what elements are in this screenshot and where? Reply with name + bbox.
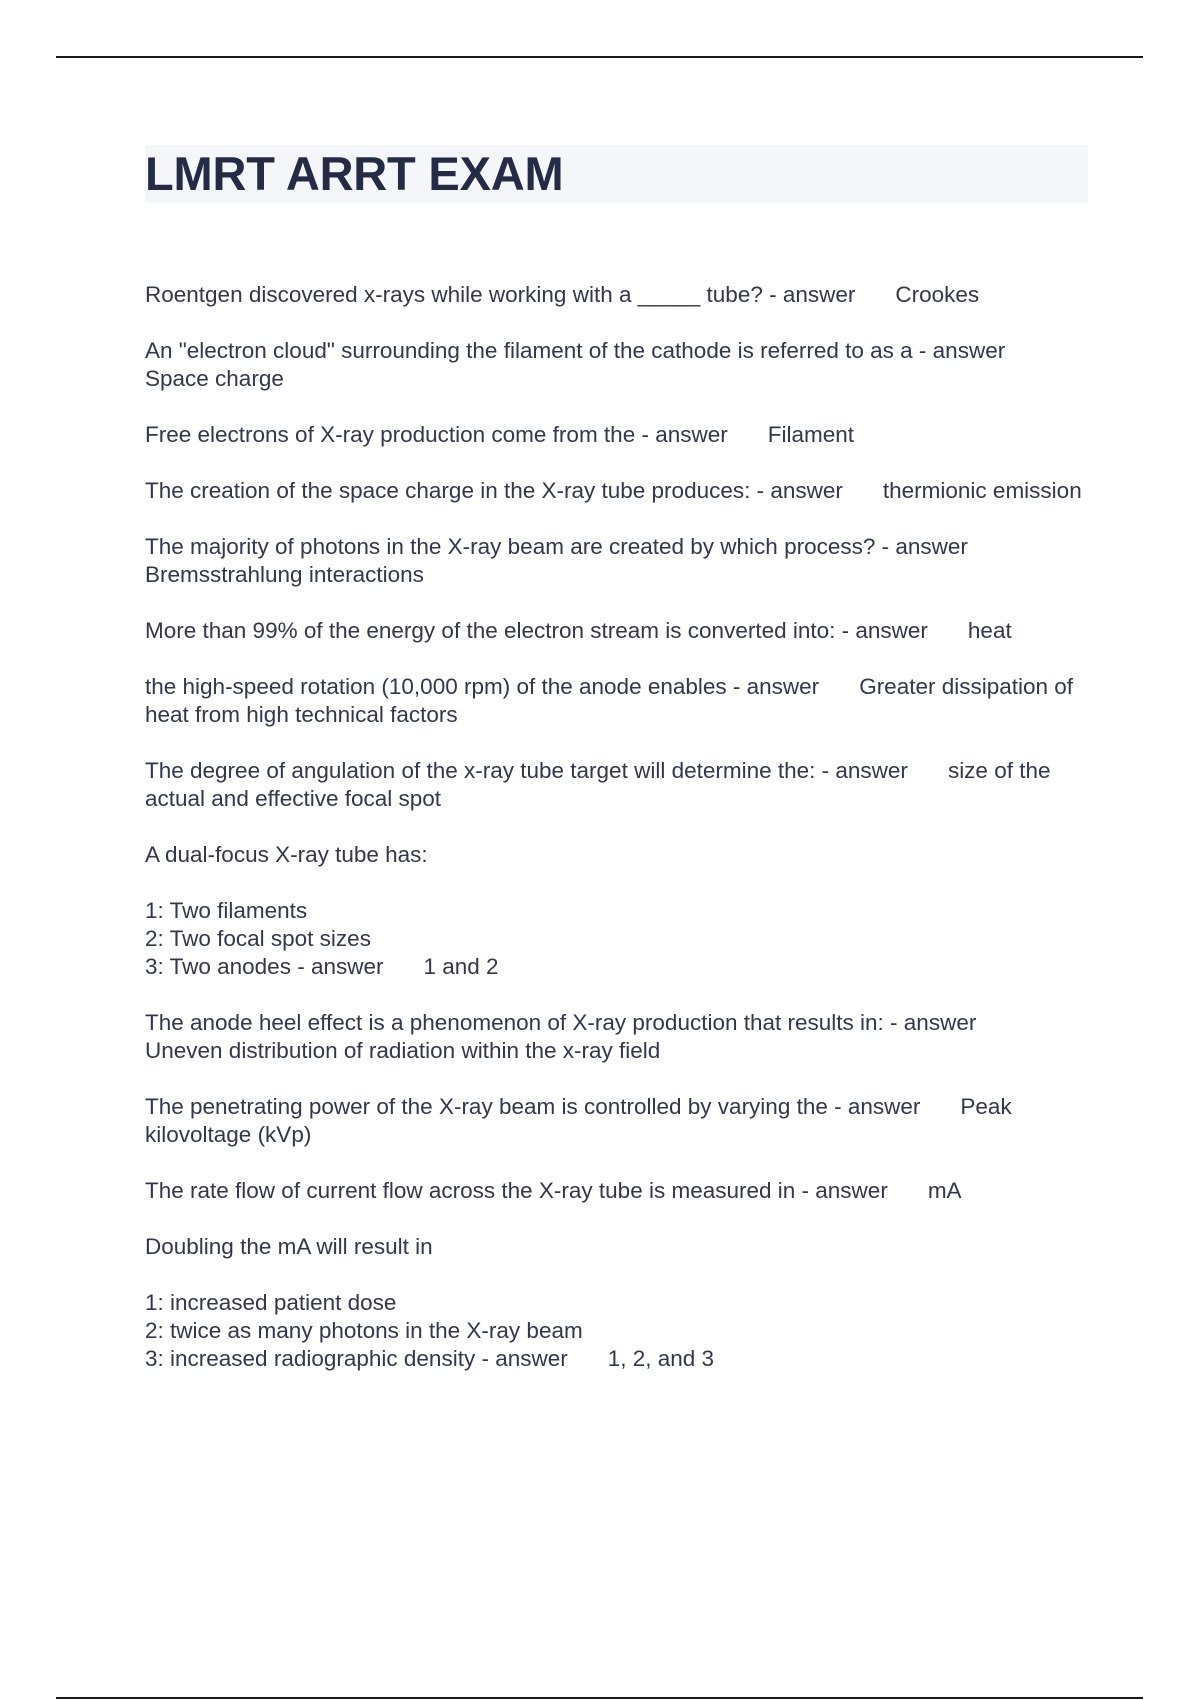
question-10: The anode heel effect is a phenomenon of X-ray production that results in: - answer [145,1010,977,1035]
question-11: The penetrating power of the X-ray beam is controlled by varying the - answer [145,1094,921,1119]
answer-7: Greater dissipation of heat from high technical factors [145,674,1074,727]
qa-item-3 [145,421,1085,449]
option-13-2: 2: twice as many photons in the X-ray beam [145,1318,583,1343]
option-9-3: 3: Two anodes - answer [145,954,384,979]
answer-3: Filament [767,422,855,447]
qa-item-12 [145,1177,1085,1205]
question-3: Free electrons of X-ray production come from the - answer [145,422,728,447]
qa-item-10 [145,1009,1085,1065]
question-5: The majority of photons in the X-ray beam are created by which process? - answer [145,534,968,559]
answer-10: Uneven distribution of radiation within the x-ray field [145,1038,661,1063]
answer-2: Space charge [145,366,284,391]
question-1: Roentgen discovered x-rays while working with a _____ tube? - answer [145,282,856,307]
question-4: The creation of the space charge in the X-ray tube produces: - answer [145,478,843,503]
option-9-1: 1: Two filaments [145,898,308,923]
answer-1: Crookes [895,282,980,307]
question-12: The rate flow of current flow across the X-ray tube is measured in - answer [145,1178,888,1203]
answer-12: mA [927,1178,962,1203]
answer-5: Bremsstrahlung interactions [145,562,424,587]
qa-item-5 [145,533,1085,589]
answer-13: 1, 2, and 3 [607,1346,715,1371]
answer-8: size of the actual and effective focal spot [145,758,1051,811]
option-13-3: 3: increased radiographic density - answer [145,1346,568,1371]
qa-item-7 [145,673,1085,729]
qa-item-11 [145,1093,1085,1149]
answer-9: 1 and 2 [423,954,499,979]
question-7: the high-speed rotation (10,000 rpm) of the anode enables - answer [145,674,820,699]
question-6: More than 99% of the energy of the electron stream is converted into: - answer [145,618,928,643]
answer-6: heat [967,618,1012,643]
qa-item-2 [145,337,1085,393]
qa-item-13-question [145,1233,1085,1261]
question-13: Doubling the mA will result in [145,1234,433,1259]
answer-11: Peak kilovoltage (kVp) [145,1094,1012,1147]
qa-item-4 [145,477,1085,505]
qa-item-13-options [145,1289,1085,1373]
question-8: The degree of angulation of the x-ray tube target will determine the: - answer [145,758,908,783]
question-2: An "electron cloud" surrounding the filament of the cathode is referred to as a - answer [145,338,1006,363]
qa-item-6 [145,617,1085,645]
qa-item-8 [145,757,1085,813]
top-rule [56,56,1143,58]
option-13-1: 1: increased patient dose [145,1290,397,1315]
qa-list [145,281,1085,1401]
page-title: LMRT ARRT EXAM [145,147,564,200]
qa-item-9-options [145,897,1085,981]
qa-item-9-question [145,841,1085,869]
bottom-rule [56,1697,1143,1699]
option-9-2: 2: Two focal spot sizes [145,926,371,951]
answer-4: thermionic emission [882,478,1082,503]
question-9: A dual-focus X-ray tube has: [145,842,428,867]
qa-item-1 [145,281,1085,309]
